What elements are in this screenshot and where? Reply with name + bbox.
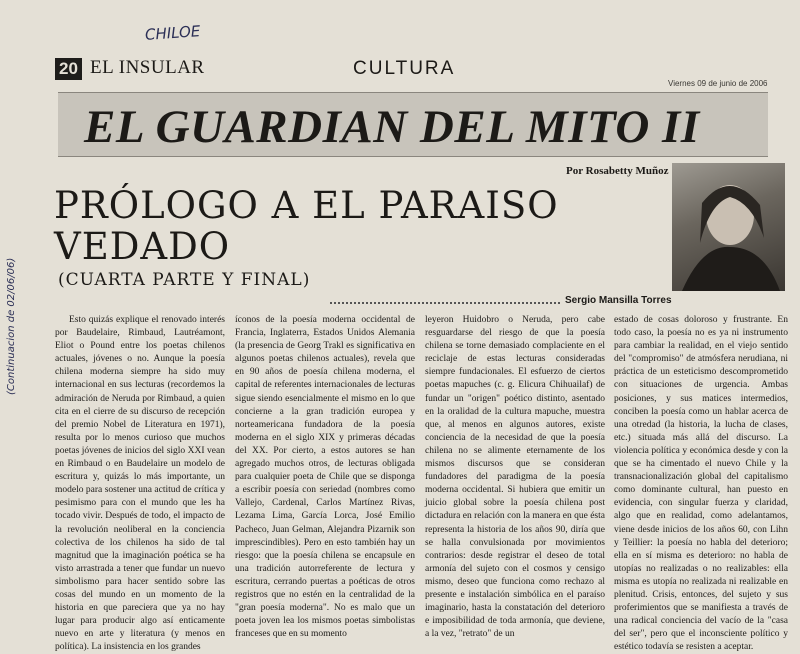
article-title: PRÓLOGO A EL PARAISO VEDADO [54, 184, 559, 268]
paragraph: íconos de la poesía moderna occidental de Francia, Inglaterra, Estados Unidos Alemania (la presencia de Georg Trakl es significativa en algunos poetas chilenos actuales), revela que en 90 años de poesía chilena moderna, el capital de referentes internacionales de lecturas sigue siendo esencialmente el mismo en lo que concierne a la gran tradición europea y norteamericana fundadora de la poesía moderna en el siglo XIX y primeras décadas del XX. Por cierto, a estos autores se han agregado muchos otros, de lecturas obligada para cualquier poeta de Chile que se disponga a escribir poesía con seriedad (nombres como Vallejo, Cardenal, Carlos Martínez Rivas, Lezama Lima, García Lorca, José Emilio Pacheco, Juan Gelman, Alejandra Pizarnik son imprescindibles). Pero en esto también hay un riesgo: que la poesía chilena se encapsule en una tradición autorreferente de lectura y escritura, cerrando puertas a poéticas de otros registros que no estén en la centralidad de la "gran poesía moderna". No es malo que un poeta joven lea los mismos poetas simbolistas franceses que en su momento [235, 315, 415, 640]
portrait-image [672, 163, 785, 291]
dotted-rule [330, 302, 560, 304]
paragraph: leyeron Huidobro o Neruda, pero cabe resguardarse del riesgo de que la poesía chilena se torne demasiado complaciente en el reciclaje de estas lecturas consideradas siempre fundacionales. El esfuerzo de ciertos poetas mapuches (c. g. Elicura Chihuailaf) de fundar un "origen" poético distinto, asentado en la oralidad de la cultura mapuche, muestra que, al menos en algunos autores, existe conciencia de la necesidad de que la poesía chilena no se alimente eternamente de los mismos discursos que se consideran fundadores del paradigma de la poesía moderna occidental. Si hubiera que emitir un juicio global sobre la poesía chilena post dictadura en relación con la manera en que ésta representa la historia de los años 90, diría que se halla convulsionada por movimientos contrarios: desde registrar el deseo de total armonía del sujeto con el cosmos y censigo mismo, deseo que funciona como rechazo al presente e instalación simbólica en el paraíso imaginario, hasta la constatación del deterioro e imposibilidad de toda armonía, que deviene, a la vez, "retrato" de un [425, 315, 605, 640]
column-byline: Por Rosabetty Muñoz [566, 165, 669, 177]
author-photo [672, 163, 785, 291]
handwritten-annotation-side: (Continuacion de 02/06/06) [6, 257, 17, 395]
text-column-2 [235, 314, 415, 643]
issue-date: Viernes 09 de junio de 2006 [668, 79, 768, 88]
article-author: Sergio Mansilla Torres [565, 295, 672, 306]
paragraph: estado de cosas doloroso y frustrante. En todo caso, la poesía no es ya ni instrumento para cambiar la realidad, en el viejo sentido del "compromiso" de atmósfera nerudiana, ni práctica de un esteticismo descomprometido con situaciones de urgencia. Ambas posiciones, y sus matices intermedios, conciben la poesía como un hablar acerca de una otredad (la historia, la lucha de clases, etc.) situada más allá del discurso. La violencia política y económica desde y con la que se ha cimentado el nuevo Chile y la transnacionalización global del capitalismo como dominante cultural, han puesto en evidencia, con singular fuerza y claridad, algo que en realidad, como adelantamos, viene desde inicios de los años 60, con Lihn y Teillier: la poesía no habla del deterioro; ella en sí misma es deterioro: no habla de utopías no realizadas o no realizables: ella misma es utopía no realizada ni realizable en plenitud. Crisis, entonces, del sujeto y sus proferimientos que se manifiesta a través de una radical conciencia del vacío de la "casa del ser", pero que el inconsciente político y estético todavía se resisten a aceptar. [614, 315, 788, 653]
text-column-3 [425, 314, 605, 643]
page-number: 20 [55, 58, 82, 80]
column-title: EL GUARDIAN DEL MITO II [84, 101, 700, 153]
handwritten-annotation-top: CHILOE [144, 22, 201, 44]
text-column-1 [55, 314, 225, 653]
newspaper-name: EL INSULAR [90, 57, 205, 78]
article-subtitle: (CUARTA PARTE Y FINAL) [58, 270, 311, 290]
paragraph: Esto quizás explique el renovado interés por Baudelaire, Rimbaud, Lautréamont, Eliot o Pound entre los poetas chilenos actuales, jóvenes o no. Aunque la poesía chilena moderna siempre ha sido muy internacional en sus lecturas (recordemos la admiración de Neruda por Rimbaud, a quien cita en el cierre de su discurso de recepción del premio Nobel de Literatura en 1971), resulta por lo menos curioso que muchos poetas jóvenes de inicios del siglo XXI vean en Rimbaud o en Baudelaire un modelo de escritura y, quizás lo más importante, un modelo para sostener una actitud de crítica y pesimismo para con el mundo que les ha tocado vivir. Después de todo, el impacto de la revolución neoliberal en la conciencia colectiva de los chilenos ha sido de tal magnitud que la imaginación poética se ha visto arrastrada a tener que fundar un nuevo simbolismo para hacer sentido sobre las cosas del mundo en un momento de la historia en que pareciera que ya no hay lugar para producir algo así enticamente nuevo en arte y literatura (y menos en política). La insistencia en los grandes [55, 315, 225, 653]
text-column-4 [614, 314, 788, 653]
section-name: CULTURA [353, 58, 456, 79]
